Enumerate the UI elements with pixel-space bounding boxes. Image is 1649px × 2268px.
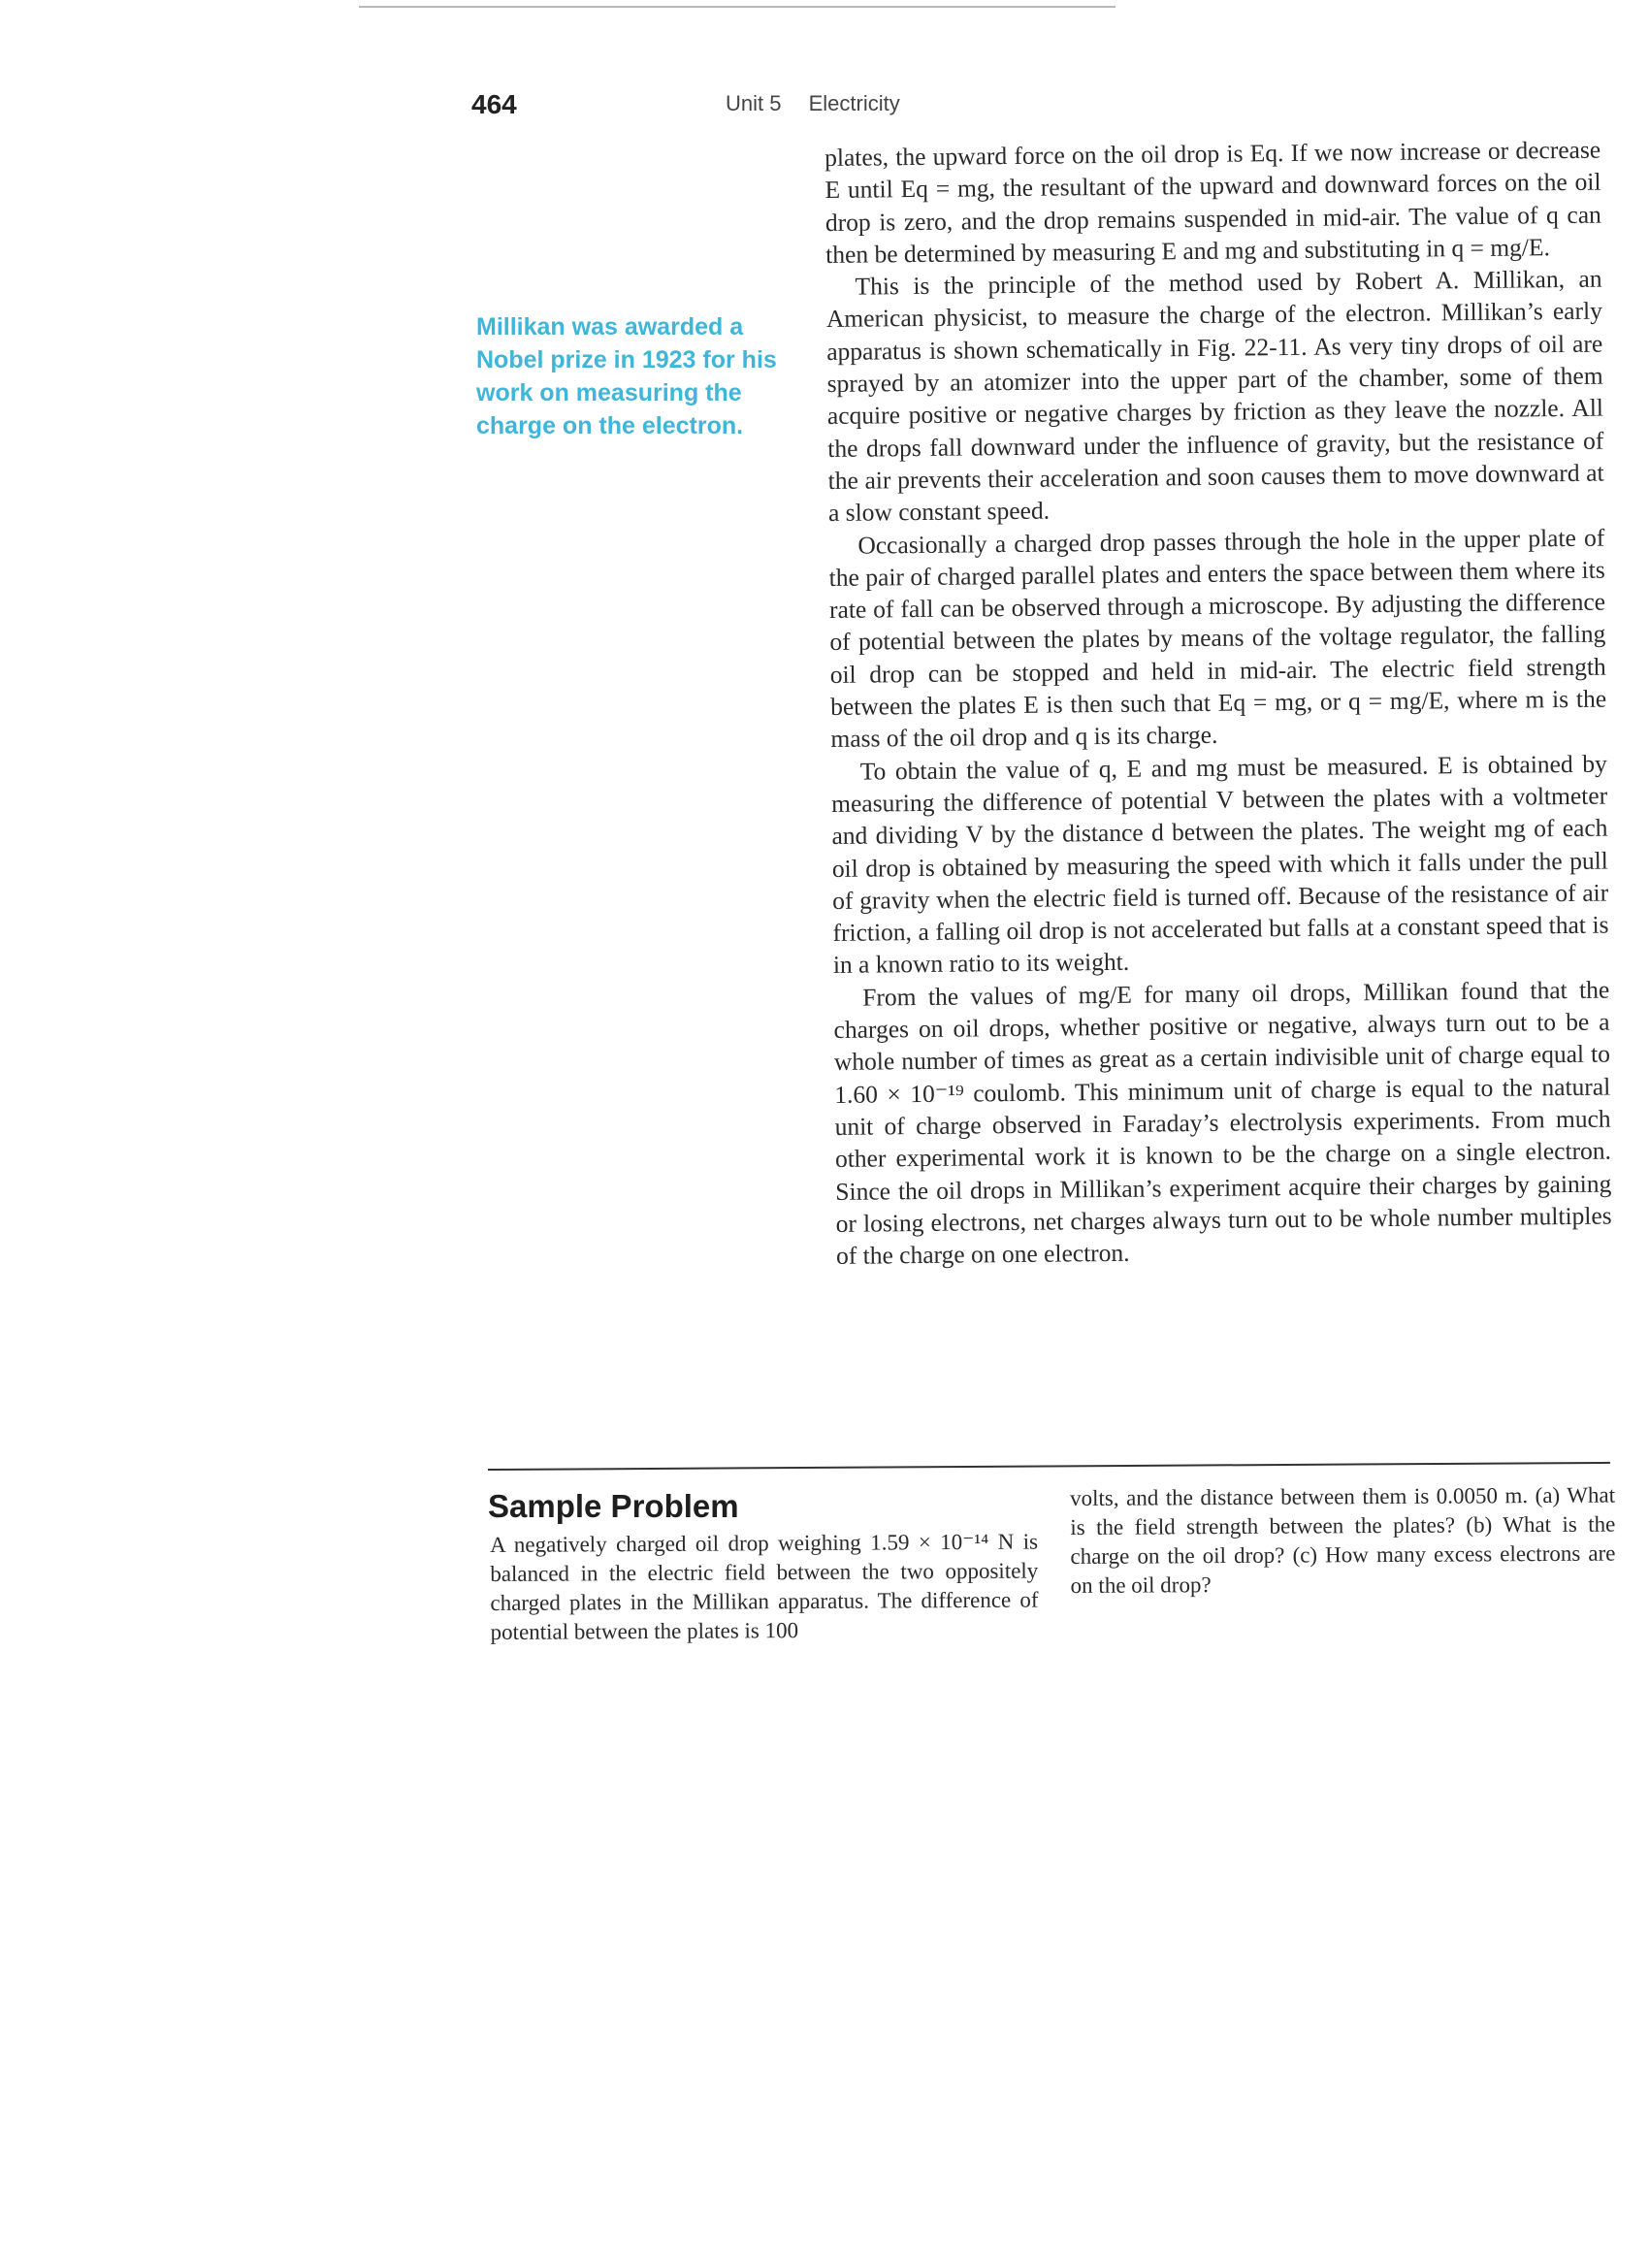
body-paragraph: This is the principle of the method used by Robert A. Millikan, an American physicist, to measure the charge of the electron. Millikan’s early apparatus is shown schematically in Fig. 22-11. As very tiny drops of oil are sprayed by an atomizer into the upper part of the chamber, some of them acquire positive or negative charges by friction as they leave the nozzle. All the drops fall downward under the influence of gravity, but the resistance of the air prevents their acceleration and soon causes them to move downward at a slow constant speed. — [825, 264, 1604, 528]
margin-note: Millikan was awarded a Nobel prize in 1923 for his work on measuring the charge on the electron. — [476, 313, 777, 439]
sample-problem-title: Sample Problem — [488, 1488, 739, 1524]
sample-problem-text-right: volts, and the distance between them is 0.0050 m. (a) What is the field strength between the plates? (b) What is the charge on the oil drop? (c) How many excess electrons are on the oil drop? — [1070, 1482, 1616, 1598]
page-number: 464 — [471, 89, 517, 119]
running-head-chapter: Electricity — [808, 91, 900, 115]
body-paragraph: To obtain the value of q, E and mg must be measured. E is obtained by measuring the difference of potential V between the plates with a voltmeter and dividing V by the distance d between the plates. The weight mg of each oil drop is obtained by measuring the speed with which it falls under the pull of gravity when the electric field is turned off. Because of the resistance of air friction, a falling oil drop is not accelerated but falls at a constant speed that is in a known ratio to its weight. — [830, 749, 1609, 980]
sample-problem-left-column — [490, 1528, 1039, 1647]
sample-problem-text-left: A negatively charged oil drop weighing 1.59 × 10⁻¹⁴ N is balanced in the electric field between the two oppositely charged plates in the Millikan apparatus. The difference of potential between the plates is 100 — [490, 1529, 1039, 1644]
running-head-unit: Unit 5 — [726, 91, 782, 115]
section-divider — [488, 1462, 1610, 1471]
body-paragraph: From the values of mg/E for many oil drops, Millikan found that the charges on oil drops, whether positive or negative, always turn out to be a whole number of times as great as a certain indivisible unit of charge equal to 1.60 × 10⁻¹⁹ coulomb. This minimum unit of charge is equal to the natural unit of charge observed in Faraday’s electrolysis experiments. From much other experimental work it is known to be the charge on a single electron. Since the oil drops in Millikan’s experiment acquire their charges by gaining or losing electrons, net charges always turn out to be whole number multiples of the charge on one electron. — [833, 975, 1612, 1271]
top-edge-rule — [359, 6, 1116, 8]
body-paragraph: Occasionally a charged drop passes through the hole in the upper plate of the pair of charged parallel plates and enters the space between them where its rate of fall can be observed through a microscope. By adjusting the difference of potential between the plates by means of the voltage regulator, the falling oil drop can be stopped and held in mid-air. The electric field strength between the plates E is then such that Eq = mg, or q = mg/E, where m is the mass of the oil drop and q is its charge. — [828, 523, 1607, 754]
body-paragraph: plates, the upward force on the oil drop is Eq. If we now increase or decrease E until Eq = mg, the resultant of the upward and downward forces on the oil drop is zero, and the drop remains suspended in mid-air. The value of q can then be determined by measuring E and mg and substituting in q = mg/E. — [824, 135, 1601, 269]
body-text — [824, 134, 1612, 1273]
running-head — [726, 91, 900, 116]
sample-problem-right-column — [1070, 1481, 1616, 1601]
